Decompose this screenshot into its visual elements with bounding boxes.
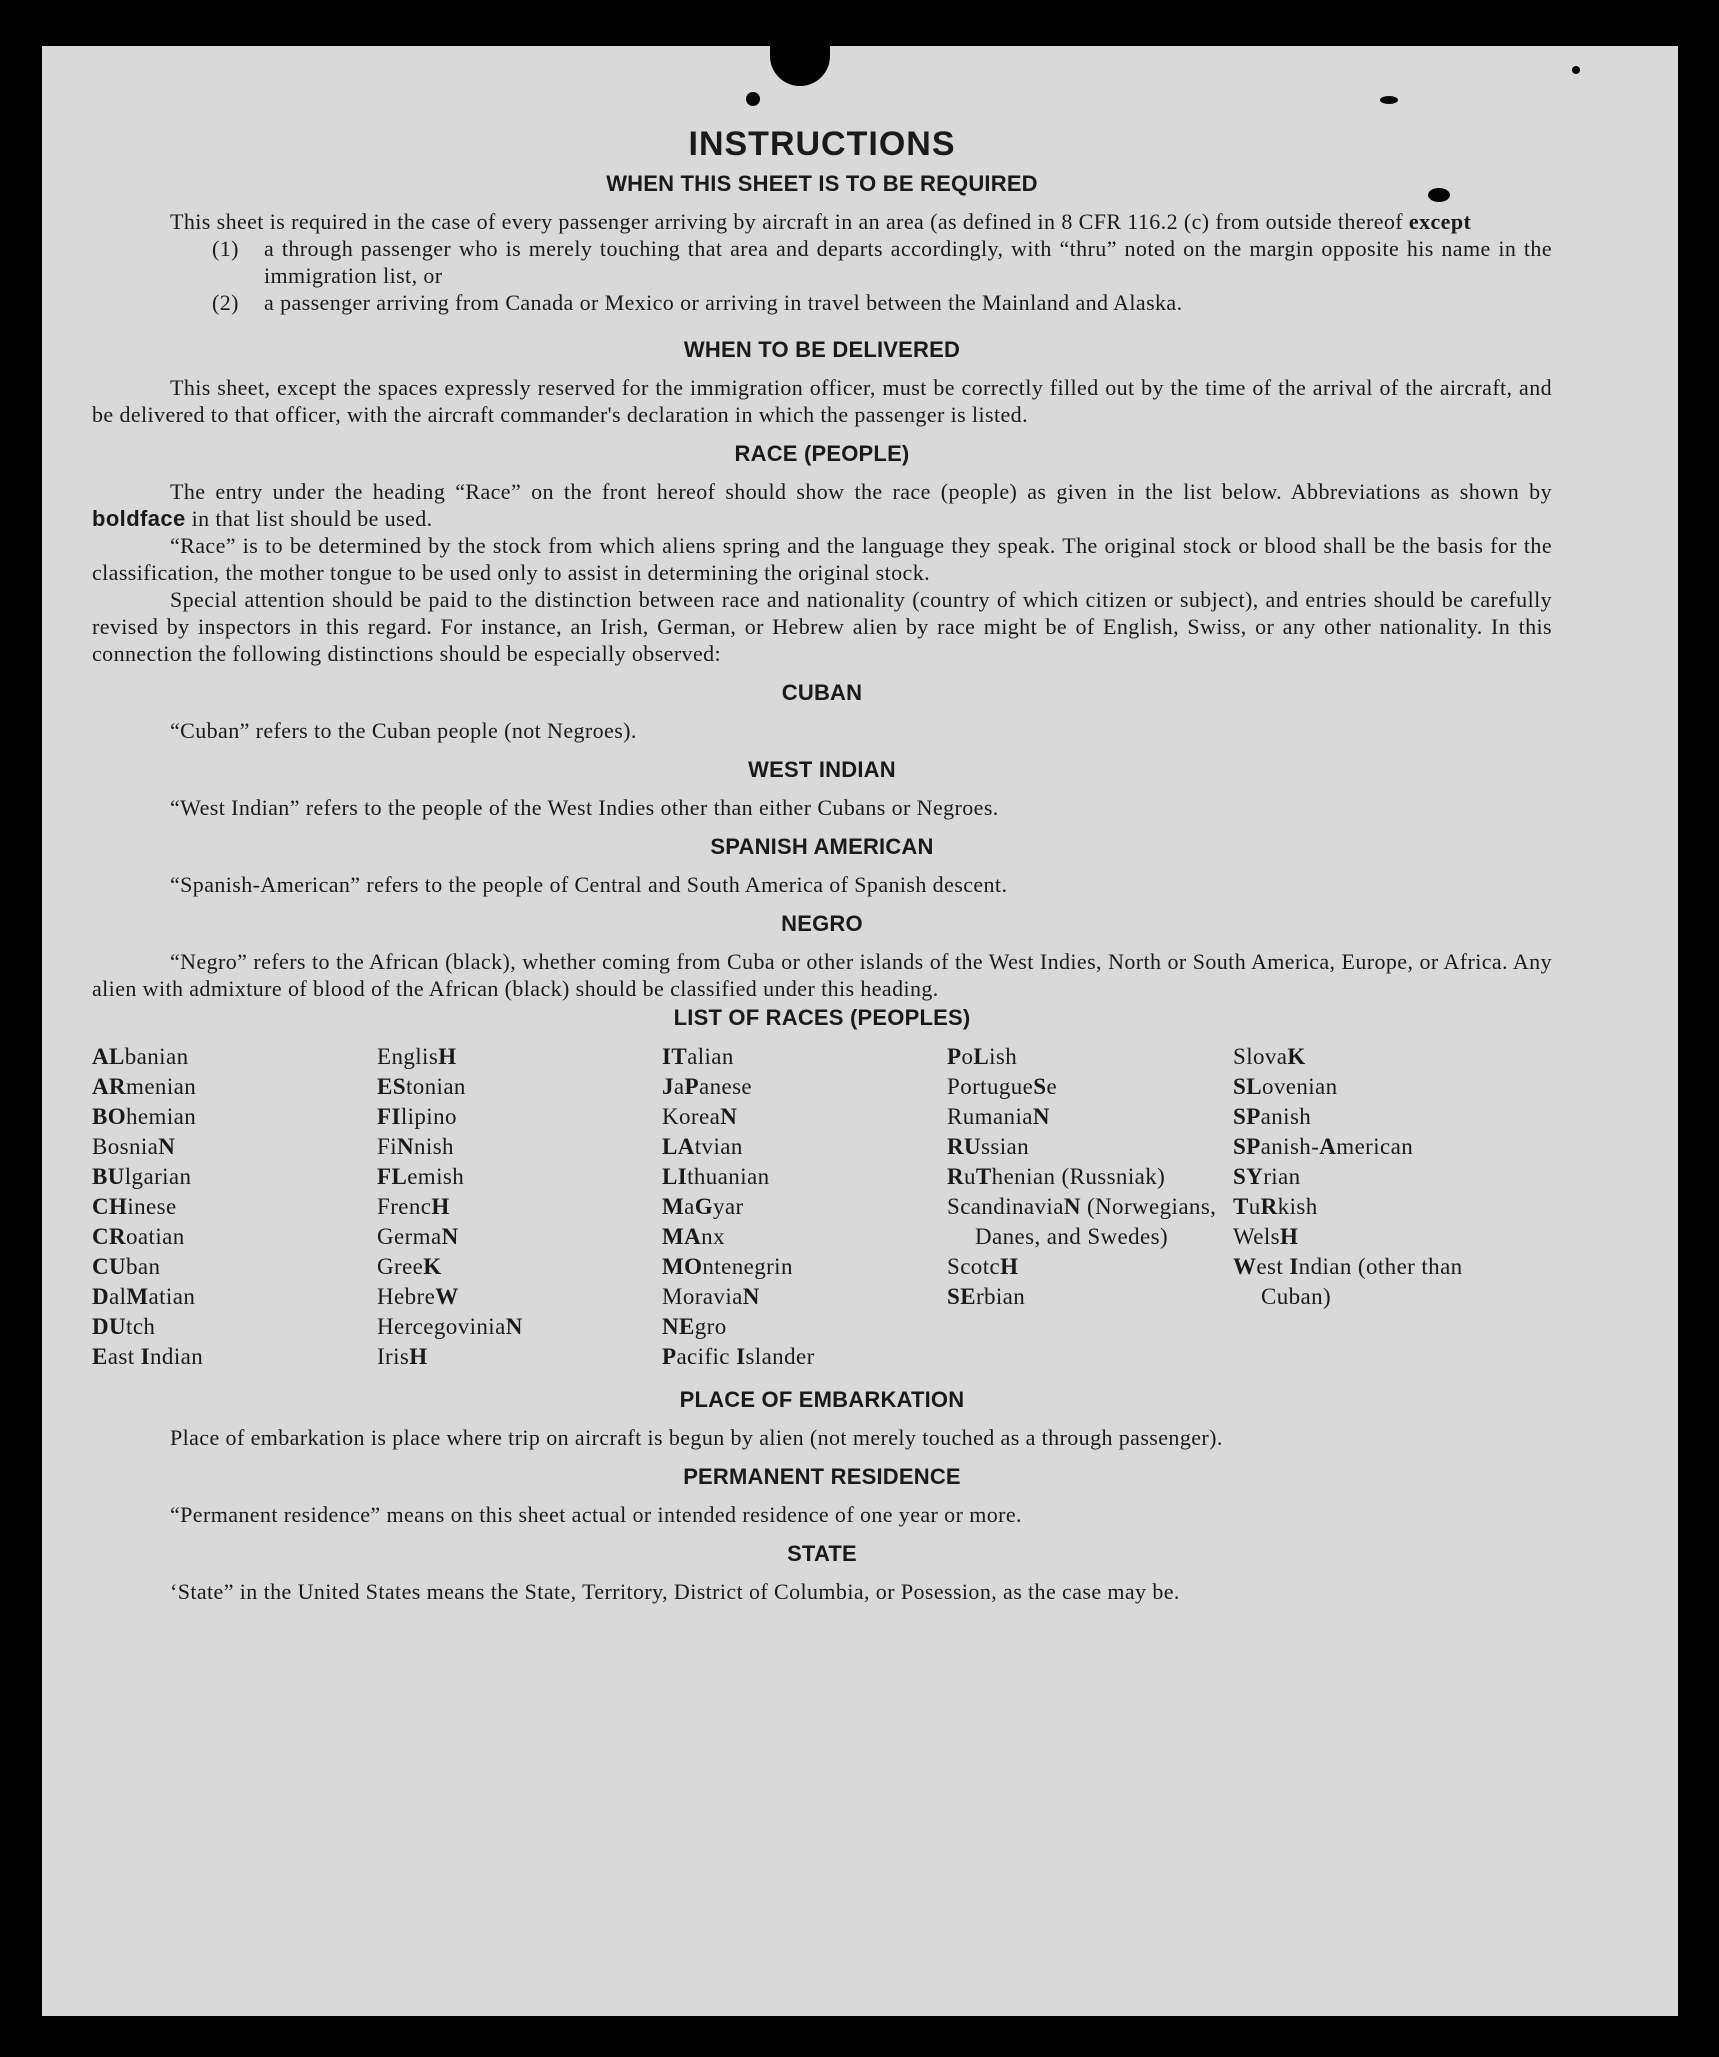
race-entry <box>1233 1102 1513 1132</box>
race-text: merican <box>1336 1134 1414 1159</box>
exception-list <box>92 235 1552 316</box>
race-text: atian <box>148 1284 196 1309</box>
ink-blot <box>1380 96 1398 104</box>
race-abbreviation: T <box>1233 1194 1249 1219</box>
race-paragraph-2: “Race” is to be determined by the stock from which aliens spring and the language they speak. The original stock or blood shall be the basis for the classification, the mother tongue to be used only to assist in determining the original stock. <box>92 533 1552 585</box>
race-text: a <box>673 1074 685 1099</box>
race-text: ovenian <box>1261 1074 1338 1099</box>
race-text: thuanian <box>687 1164 770 1189</box>
instructions-content <box>92 124 1552 1605</box>
race-text: u <box>1248 1194 1261 1219</box>
race-text: tvian <box>694 1134 743 1159</box>
race-text: tch <box>126 1314 156 1339</box>
race-abbreviation: N <box>720 1104 738 1129</box>
race-text: ndian (other than Cuban) <box>1261 1254 1463 1309</box>
race-paragraph-1 <box>92 478 1552 532</box>
race-entry <box>947 1192 1233 1252</box>
page-title: INSTRUCTIONS <box>688 125 956 163</box>
race-text: ish <box>989 1044 1018 1069</box>
race-text: hemian <box>126 1104 197 1129</box>
section-heading-race: RACE (PEOPLE) <box>734 441 910 466</box>
race-text: tonian <box>405 1074 466 1099</box>
race-text: Slova <box>1233 1044 1288 1069</box>
section-heading-required: WHEN THIS SHEET IS TO BE REQUIRED <box>606 171 1038 196</box>
race-list <box>92 1042 1552 1372</box>
section-heading-west-indian: WEST INDIAN <box>748 757 896 782</box>
race-entry <box>1233 1162 1513 1192</box>
exception-number: (1) <box>212 236 239 261</box>
race-entry <box>92 1072 377 1102</box>
race-abbreviation: DU <box>92 1314 127 1339</box>
race-text: al <box>109 1284 127 1309</box>
race-abbreviation: LI <box>662 1164 688 1189</box>
race-entry <box>92 1102 377 1132</box>
race-text: slander <box>745 1344 815 1369</box>
race-text: ban <box>126 1254 161 1279</box>
race-abbreviation: H <box>438 1044 457 1069</box>
race-entry <box>662 1132 947 1162</box>
race-abbreviation: H <box>409 1344 428 1369</box>
race-abbreviation: R <box>1260 1194 1278 1219</box>
race-entry <box>377 1132 662 1162</box>
race-entry <box>377 1042 662 1072</box>
race-text: menian <box>126 1074 197 1099</box>
race-text: Portugue <box>947 1074 1034 1099</box>
section-heading-state: STATE <box>787 1541 857 1566</box>
race-abbreviation: SY <box>1233 1164 1264 1189</box>
race-text: Gree <box>377 1254 424 1279</box>
race-entry <box>662 1072 947 1102</box>
race-abbreviation: SP <box>1233 1134 1261 1159</box>
race-entry <box>377 1282 662 1312</box>
race-abbreviation: SL <box>1233 1074 1262 1099</box>
race-abbreviation: IT <box>662 1044 688 1069</box>
race-text: o <box>961 1044 974 1069</box>
race-text: henian (Russniak) <box>991 1164 1166 1189</box>
exception-text: a through passenger who is merely touching that area and departs accordingly, with “thru” noted on the margin opposite his name in the immigration list, or <box>264 236 1552 288</box>
negro-text: “Negro” refers to the African (black), whether coming from Cuba or other islands of the West Indies, North or South America, Europe, or Africa. Any alien with admixture of blood of the African (black) should be classified under this heading. <box>92 949 1552 1001</box>
race-entry <box>92 1282 377 1312</box>
race-entry <box>662 1102 947 1132</box>
race-abbreviation: J <box>662 1074 674 1099</box>
race-abbreviation: H <box>1280 1224 1299 1249</box>
race-abbreviation: NE <box>662 1314 695 1339</box>
race-abbreviation: CH <box>92 1194 128 1219</box>
race-entry <box>662 1162 947 1192</box>
race-text: Hercegovinia <box>377 1314 506 1339</box>
race-abbreviation: RU <box>947 1134 982 1159</box>
section-heading-cuban: CUBAN <box>781 680 863 705</box>
race-abbreviation: BO <box>92 1104 127 1129</box>
race-text: a <box>684 1194 695 1219</box>
race-abbreviation: D <box>92 1284 110 1309</box>
race-text: Fi <box>377 1134 397 1159</box>
race-entry <box>662 1282 947 1312</box>
race-abbreviation: P <box>947 1044 962 1069</box>
race-abbreviation: H <box>1000 1254 1019 1279</box>
race-abbreviation: W <box>1233 1254 1257 1279</box>
race-entry <box>377 1162 662 1192</box>
race-entry <box>1233 1192 1513 1222</box>
race-entry <box>92 1252 377 1282</box>
race-entry <box>377 1192 662 1222</box>
state-text: ‘State” in the United States means the State, Territory, District of Columbia, or Posession, as the case may be. <box>170 1579 1180 1604</box>
race-text: Scandinavia <box>947 1194 1064 1219</box>
race-abbreviation: M <box>662 1194 685 1219</box>
race-abbreviation: SE <box>947 1284 976 1309</box>
race-text: emish <box>407 1164 465 1189</box>
race-abbreviation: I <box>140 1344 151 1369</box>
race-abbreviation: P <box>662 1344 677 1369</box>
required-except: except <box>1408 209 1472 234</box>
race-text: Frenc <box>377 1194 432 1219</box>
race-abbreviation: P <box>684 1074 699 1099</box>
race-abbreviation: ES <box>377 1074 406 1099</box>
race-text: ndian <box>150 1344 204 1369</box>
race-text: anish <box>1260 1104 1312 1129</box>
race-entry <box>662 1222 947 1252</box>
race-column <box>92 1042 377 1372</box>
embarkation-text: Place of embarkation is place where trip on aircraft is begun by alien (not merely touched as a through passenger). <box>170 1425 1223 1450</box>
race-text: alian <box>687 1044 734 1069</box>
race-abbreviation: W <box>435 1284 459 1309</box>
race-entry <box>662 1342 947 1372</box>
race-entry <box>1233 1222 1513 1252</box>
race-abbreviation: MO <box>662 1254 703 1279</box>
race-entry <box>1233 1132 1513 1162</box>
race-text: oatian <box>126 1224 185 1249</box>
race-abbreviation: N <box>742 1284 760 1309</box>
race-abbreviation: G <box>694 1194 714 1219</box>
section-heading-delivered: WHEN TO BE DELIVERED <box>683 337 961 362</box>
race-entry <box>1233 1042 1513 1072</box>
race-text: Rumania <box>947 1104 1033 1129</box>
race-text: banian <box>124 1044 189 1069</box>
race-text: est <box>1256 1254 1290 1279</box>
race-abbreviation: AR <box>92 1074 127 1099</box>
race-abbreviation: I <box>1289 1254 1299 1279</box>
race-text: ast <box>107 1344 141 1369</box>
section-heading-negro: NEGRO <box>781 911 863 936</box>
race-abbreviation: M <box>126 1284 149 1309</box>
race-text: kish <box>1277 1194 1318 1219</box>
race-abbreviation: N <box>396 1134 414 1159</box>
ink-blot <box>746 92 760 106</box>
race-text: Wels <box>1233 1224 1281 1249</box>
race-p1-text-end: in that list should be used. <box>185 506 433 531</box>
section-heading-spanish-american: SPANISH AMERICAN <box>710 834 934 859</box>
race-p1-boldface: boldface <box>92 506 186 531</box>
race-column <box>662 1042 947 1372</box>
race-text: Englis <box>377 1044 439 1069</box>
race-text: Korea <box>662 1104 721 1129</box>
race-entry <box>1233 1252 1513 1312</box>
race-abbreviation: H <box>431 1194 450 1219</box>
exception-number: (2) <box>212 290 239 315</box>
race-text: anish- <box>1260 1134 1320 1159</box>
section-heading-residence: PERMANENT RESIDENCE <box>683 1464 961 1489</box>
race-paragraph-3: Special attention should be paid to the distinction between race and nationality (country of which citizen or subject), and entries should be carefully revised by inspectors in this regard. For instance, an Irish, German, or Hebrew alien by race might be of English, Swiss, or any other nationality. In this connection the following distinctions should be especially observed: <box>92 587 1552 666</box>
race-entry <box>947 1102 1233 1132</box>
race-entry <box>377 1312 662 1342</box>
race-text: Iris <box>377 1344 410 1369</box>
race-abbreviation: E <box>92 1344 108 1369</box>
race-text: lipino <box>400 1104 457 1129</box>
race-abbreviation: S <box>1033 1074 1047 1099</box>
race-text: rian <box>1263 1164 1301 1189</box>
race-text: nx <box>701 1224 725 1249</box>
section-heading-race-list: LIST OF RACES (PEOPLES) <box>673 1005 971 1030</box>
race-text: u <box>964 1164 976 1189</box>
race-abbreviation: N <box>1032 1104 1050 1129</box>
race-abbreviation: L <box>973 1044 990 1069</box>
race-abbreviation: SP <box>1233 1104 1261 1129</box>
residence-text: “Permanent residence” means on this sheet actual or intended residence of one year or more. <box>170 1502 1022 1527</box>
race-entry <box>662 1252 947 1282</box>
race-entry <box>377 1222 662 1252</box>
race-abbreviation: T <box>975 1164 992 1189</box>
spanish-american-text: “Spanish-American” refers to the people of Central and South America of Spanish descent. <box>170 872 1008 897</box>
race-text: Moravia <box>662 1284 743 1309</box>
delivered-text: This sheet, except the spaces expressly reserved for the immigration officer, must be correctly filled out by the time of the arrival of the aircraft, and be delivered to that officer, with the aircraft commander's declaration in which the passenger is listed. <box>92 375 1552 427</box>
race-entry <box>947 1282 1233 1312</box>
race-text: Bosnia <box>92 1134 159 1159</box>
race-p1-text: The entry under the heading “Race” on the front hereof should show the race (people) as given in the list below. Abbreviations as shown by <box>170 479 1552 504</box>
race-text: Scotc <box>947 1254 1001 1279</box>
race-column <box>377 1042 662 1372</box>
race-abbreviation: N <box>158 1134 176 1159</box>
race-entry <box>947 1252 1233 1282</box>
race-abbreviation: K <box>1287 1044 1306 1069</box>
race-text: yar <box>713 1194 744 1219</box>
race-entry <box>377 1252 662 1282</box>
race-text: ssian <box>981 1134 1030 1159</box>
required-intro <box>92 208 1552 235</box>
race-text: anese <box>698 1074 753 1099</box>
race-abbreviation: FI <box>377 1104 401 1129</box>
race-entry <box>377 1072 662 1102</box>
race-text: rbian <box>975 1284 1026 1309</box>
exception-item-1 <box>212 235 1552 289</box>
race-entry <box>92 1312 377 1342</box>
race-text: e <box>1046 1074 1058 1099</box>
race-abbreviation: AL <box>92 1044 125 1069</box>
race-abbreviation: FL <box>377 1164 408 1189</box>
race-abbreviation: A <box>1319 1134 1337 1159</box>
race-text: nish <box>414 1134 454 1159</box>
section-heading-embarkation: PLACE OF EMBARKATION <box>679 1387 965 1412</box>
race-entry <box>1233 1072 1513 1102</box>
race-entry <box>92 1162 377 1192</box>
race-abbreviation: CU <box>92 1254 127 1279</box>
race-entry <box>92 1042 377 1072</box>
cuban-text: “Cuban” refers to the Cuban people (not Negroes). <box>170 718 637 743</box>
race-text: Hebre <box>377 1284 436 1309</box>
race-abbreviation: N <box>1063 1194 1081 1219</box>
race-entry <box>92 1132 377 1162</box>
race-entry <box>947 1162 1233 1192</box>
race-column <box>947 1042 1233 1372</box>
exception-item-2 <box>212 289 1552 316</box>
race-entry <box>662 1192 947 1222</box>
race-abbreviation: I <box>736 1344 746 1369</box>
race-abbreviation: BU <box>92 1164 125 1189</box>
race-text: inese <box>127 1194 177 1219</box>
race-text: gro <box>694 1314 727 1339</box>
race-entry <box>92 1342 377 1372</box>
race-abbreviation: MA <box>662 1224 702 1249</box>
required-intro-text: This sheet is required in the case of every passenger arriving by aircraft in an area (as defined in 8 CFR 116.2 (c) from outside thereof <box>170 209 1409 234</box>
race-abbreviation: N <box>441 1224 459 1249</box>
race-entry <box>947 1072 1233 1102</box>
race-text: ntenegrin <box>702 1254 793 1279</box>
race-abbreviation: LA <box>662 1134 695 1159</box>
race-entry <box>92 1222 377 1252</box>
race-text: (Norwegians, Danes, and Swedes) <box>975 1194 1217 1249</box>
race-text: Germa <box>377 1224 442 1249</box>
race-entry <box>92 1192 377 1222</box>
race-entry <box>947 1042 1233 1072</box>
race-abbreviation: CR <box>92 1224 127 1249</box>
race-abbreviation: K <box>423 1254 442 1279</box>
race-entry <box>377 1342 662 1372</box>
race-entry <box>947 1132 1233 1162</box>
ink-blot <box>1572 66 1580 74</box>
exception-text: a passenger arriving from Canada or Mexico or arriving in travel between the Mainland and Alaska. <box>264 290 1183 315</box>
race-entry <box>662 1042 947 1072</box>
race-entry <box>662 1312 947 1342</box>
race-abbreviation: N <box>505 1314 523 1339</box>
race-text: acific <box>676 1344 737 1369</box>
west-indian-text: “West Indian” refers to the people of the West Indies other than either Cubans or Negroes. <box>170 795 999 820</box>
race-abbreviation: R <box>947 1164 965 1189</box>
race-text: lgarian <box>124 1164 192 1189</box>
race-entry <box>377 1102 662 1132</box>
race-column <box>1233 1042 1513 1372</box>
